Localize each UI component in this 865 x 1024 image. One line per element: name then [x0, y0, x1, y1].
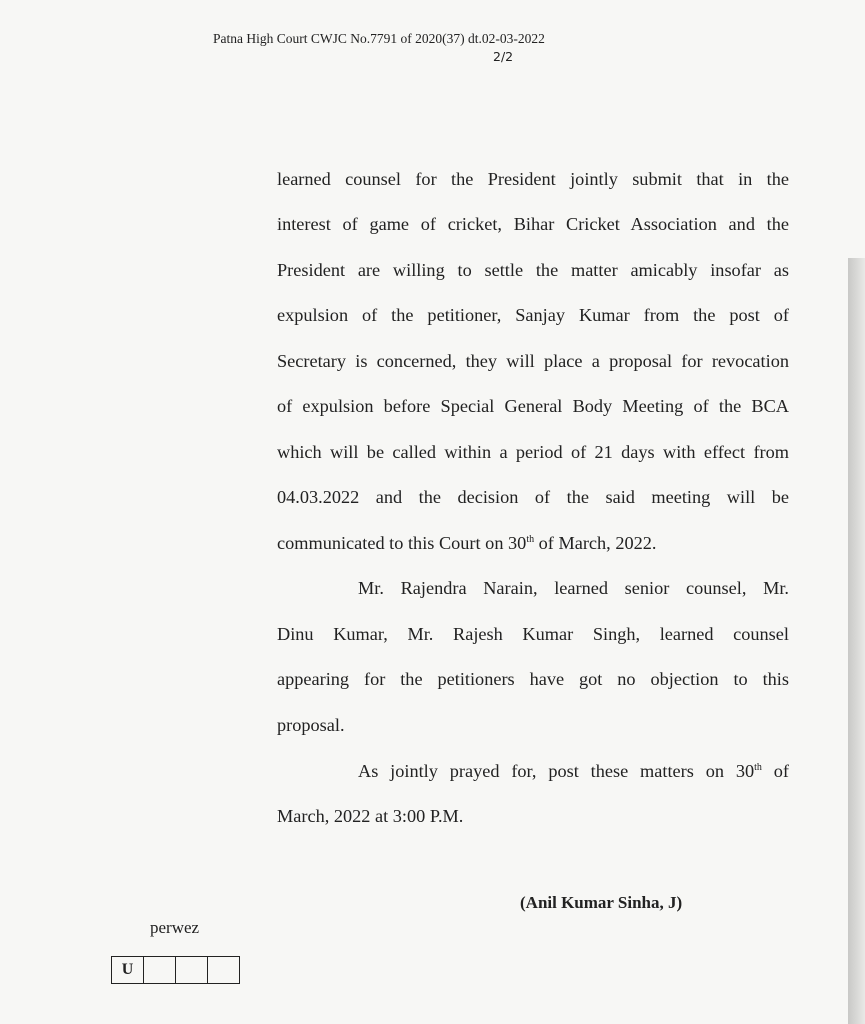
- body-line: appearing for the petitioners have got no objection to this: [277, 669, 789, 689]
- court-header: Patna High Court CWJC No.7791 of 2020(37) dt.02-03-2022: [213, 31, 545, 46]
- page-number: 2/2: [493, 49, 514, 64]
- body-line: learned counsel for the President jointly submit that in the: [277, 169, 789, 189]
- u-box-cell: [208, 957, 239, 983]
- body-line: President are willing to settle the matter amicably insofar as: [277, 260, 789, 280]
- ordinal-suffix: th: [526, 534, 535, 545]
- line-text: As jointly prayed for, post these matters on 30: [358, 761, 755, 781]
- body-line: [277, 532, 789, 554]
- body-line: Secretary is concerned, they will place a proposal for revocation: [277, 351, 789, 371]
- body-line: March, 2022 at 3:00 P.M.: [277, 806, 464, 826]
- body-line: 04.03.2022 and the decision of the said meeting will be: [277, 487, 789, 507]
- u-box-cell: [144, 957, 176, 983]
- body-line: expulsion of the petitioner, Sanjay Kumar from the post of: [277, 305, 789, 325]
- clerk-initials: perwez: [150, 918, 200, 937]
- judge-signature: (Anil Kumar Sinha, J): [520, 893, 683, 912]
- line-text: of: [761, 761, 789, 781]
- body-line: [358, 760, 789, 782]
- u-box-label: U: [112, 957, 144, 983]
- u-box-cell: [176, 957, 208, 983]
- line-text: communicated to this Court on 30: [277, 533, 527, 553]
- body-line: of expulsion before Special General Body Meeting of the BCA: [277, 396, 789, 416]
- body-line: which will be called within a period of 21 days with effect from: [277, 442, 789, 462]
- page-edge-shadow: [848, 258, 865, 1024]
- body-line: proposal.: [277, 715, 345, 735]
- ordinal-suffix: th: [754, 762, 762, 773]
- body-line: interest of game of cricket, Bihar Cricket Association and the: [277, 214, 789, 234]
- body-line: Dinu Kumar, Mr. Rajesh Kumar Singh, learned counsel: [277, 624, 789, 644]
- u-box-grid: [111, 956, 240, 984]
- line-text: of March, 2022.: [534, 533, 657, 553]
- body-line: Mr. Rajendra Narain, learned senior counsel, Mr.: [358, 578, 789, 598]
